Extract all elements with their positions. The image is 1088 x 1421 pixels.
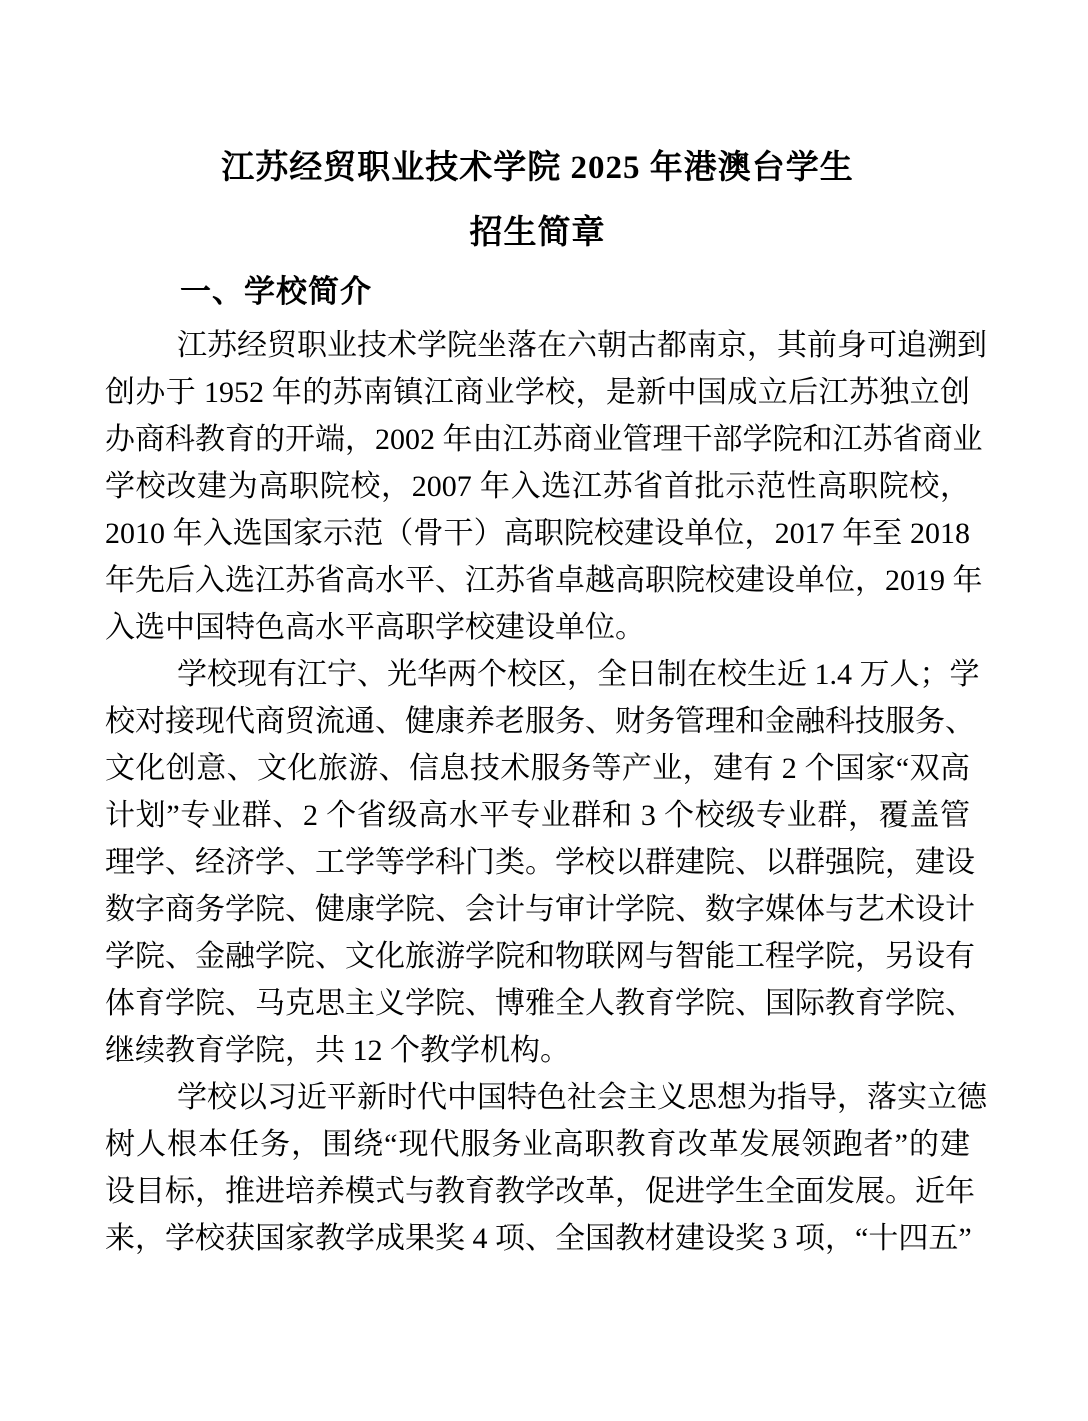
text-line: 江苏经贸职业技术学院坐落在六朝古都南京，其前身可追溯到 <box>177 329 987 362</box>
document-title-line1: 江苏经贸职业技术学院 2025 年港澳台学生 <box>221 150 854 186</box>
text-line: 文化创意、文化旅游、信息技术服务等产业，建有 2 个国家“双高 <box>105 752 970 785</box>
document-body <box>105 322 987 1262</box>
text-line: 树人根本任务，围绕“现代服务业高职教育改革发展领跑者”的建 <box>105 1128 970 1161</box>
paragraph-education-achievements <box>105 1074 987 1262</box>
text-line: 继续教育学院，共 12 个教学机构。 <box>105 1034 570 1067</box>
text-line: 学校以习近平新时代中国特色社会主义思想为指导，落实立德 <box>177 1081 987 1114</box>
document-title-line2: 招生简章 <box>469 215 606 251</box>
text-line: 体育学院、马克思主义学院、博雅全人教育学院、国际教育学院、 <box>105 987 975 1020</box>
text-line: 学校改建为高职院校，2007 年入选江苏省首批示范性高职院校， <box>105 470 970 503</box>
text-line: 设目标，推进培养模式与教育教学改革，促进学生全面发展。近年 <box>105 1175 975 1208</box>
text-line: 办商科教育的开端，2002 年由江苏商业管理干部学院和江苏省商业 <box>105 423 983 456</box>
section-heading: 一、学校简介 <box>180 274 372 309</box>
text-line: 来，学校获国家教学成果奖 4 项、全国教材建设奖 3 项，“十四五” <box>105 1222 972 1255</box>
text-line: 计划”专业群、2 个省级高水平专业群和 3 个校级专业群，覆盖管 <box>105 799 970 832</box>
document-title <box>105 136 970 266</box>
text-line: 理学、经济学、工学等学科门类。学校以群建院、以群强院，建设 <box>105 846 975 879</box>
text-line: 数字商务学院、健康学院、会计与审计学院、数字媒体与艺术设计 <box>105 893 975 926</box>
paragraph-campuses-colleges <box>105 651 980 1074</box>
text-line: 学院、金融学院、文化旅游学院和物联网与智能工程学院，另设有 <box>105 940 975 973</box>
text-line: 2010 年入选国家示范（骨干）高职院校建设单位，2017 年至 2018 <box>105 517 970 550</box>
text-line: 年先后入选江苏省高水平、江苏省卓越高职院校建设单位，2019 年 <box>105 564 983 597</box>
text-line: 学校现有江宁、光华两个校区，全日制在校生近 1.4 万人；学 <box>177 658 980 691</box>
text-line: 校对接现代商贸流通、健康养老服务、财务管理和金融科技服务、 <box>105 705 975 738</box>
paragraph-school-history <box>105 322 987 651</box>
text-line: 入选中国特色高水平高职学校建设单位。 <box>105 611 645 644</box>
text-line: 创办于 1952 年的苏南镇江商业学校，是新中国成立后江苏独立创 <box>105 376 970 409</box>
